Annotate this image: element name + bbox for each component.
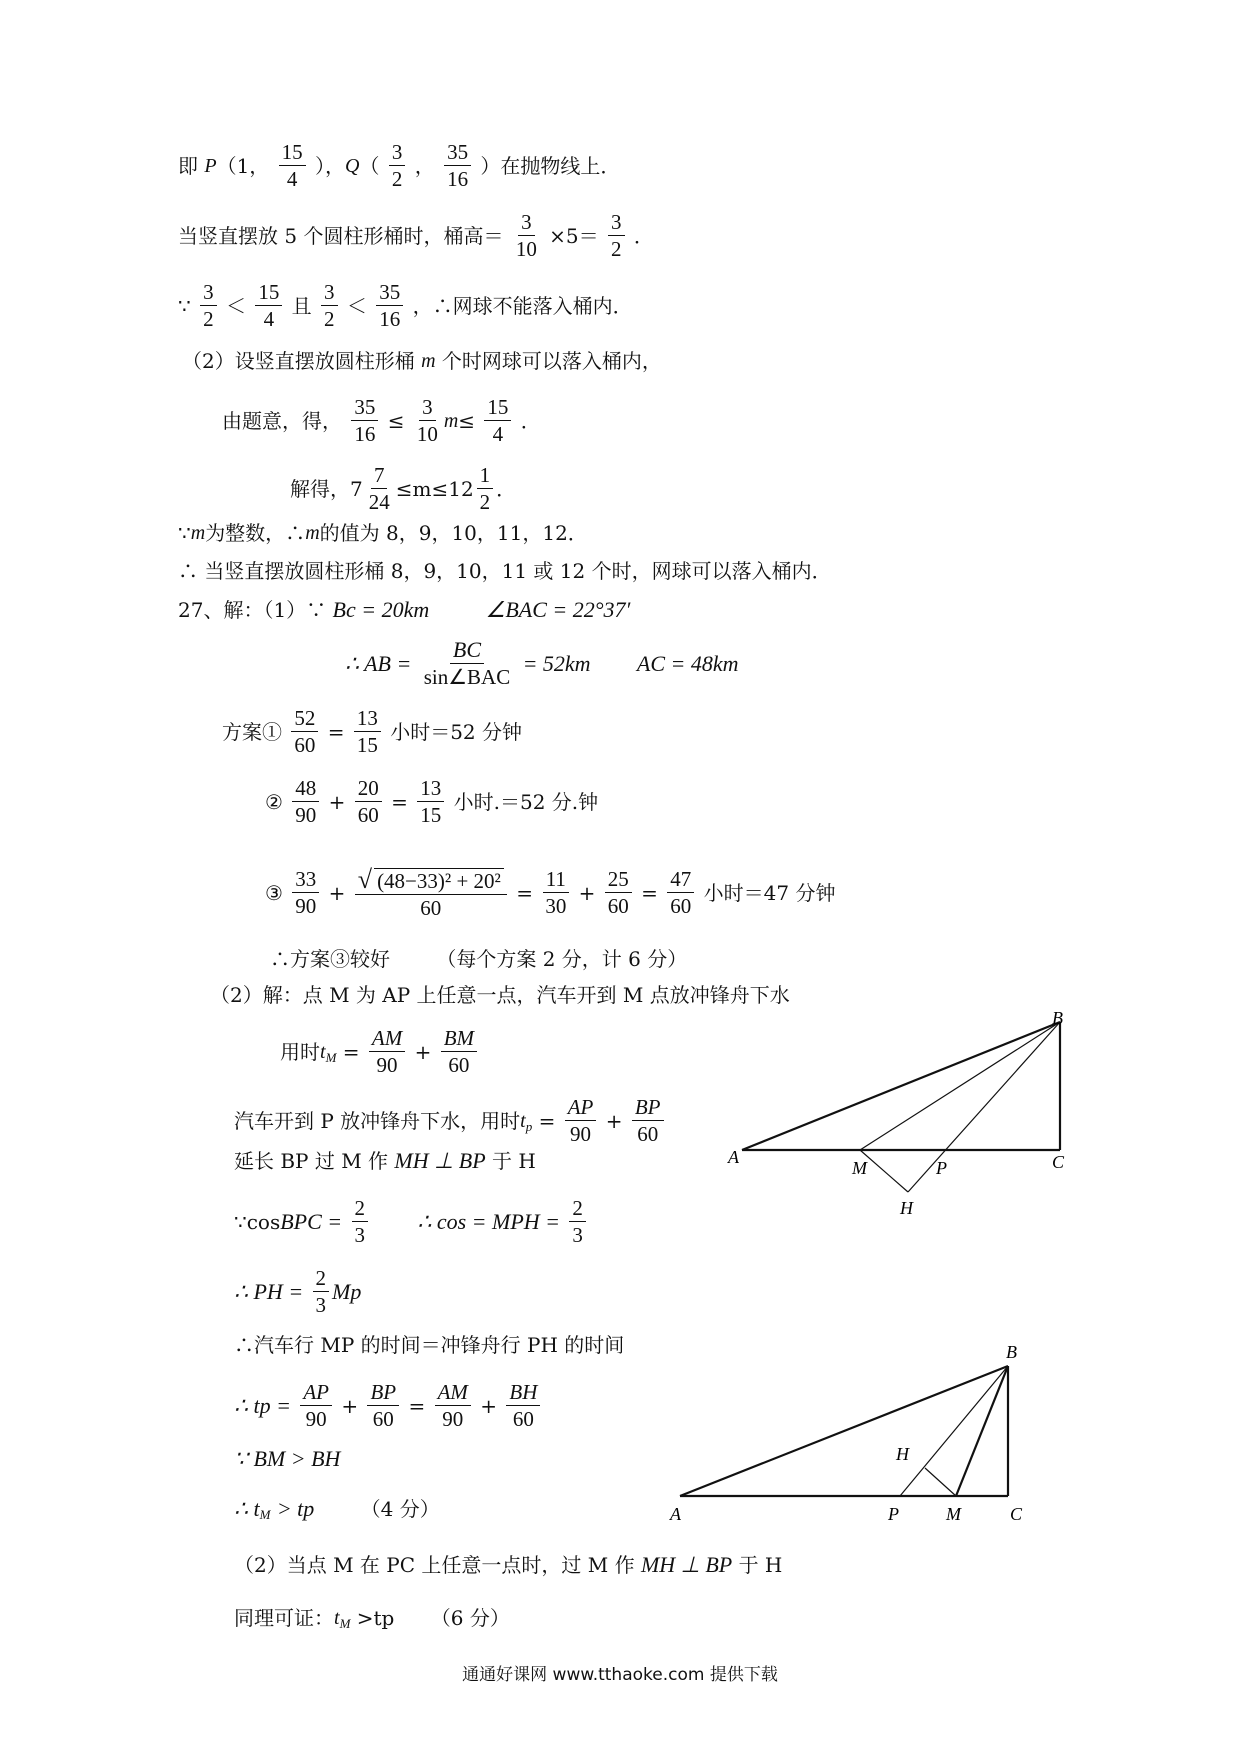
fraction: $\frac{35}{16}$ (444, 140, 471, 191)
fraction: $\frac{2}{3}$ (352, 1196, 369, 1247)
line-15: （2）解：点 M 为 AP 上任意一点，汽车开到 M 点放冲锋舟下水 (210, 982, 790, 1007)
fraction: $\frac{AM}{90}$ (369, 1026, 405, 1077)
fraction: $\frac{3}{2}$ (389, 140, 406, 191)
label-B: B (1052, 1008, 1063, 1028)
line-12: ② $\frac{48}{90}$ + $\frac{20}{60}$ = $\frac{13}{15}$ 小时.＝52 分.钟 (265, 776, 599, 827)
geometry-figure-2 (660, 1330, 1050, 1530)
line-23: ∵ BM > BH (234, 1445, 341, 1471)
fraction: $\frac{BP}{60}$ (367, 1380, 399, 1431)
segment-BM (956, 1366, 1008, 1496)
line-24: ∴ $t_M$ > tp （4 分） (234, 1495, 440, 1522)
label-P: P (936, 1158, 947, 1178)
fraction: $\frac{3}{2}$ (200, 280, 217, 331)
fraction: $\frac{1}{2}$ (477, 463, 494, 514)
fraction: $\frac{BC}{\text{sin∠BAC}}$ (423, 637, 511, 689)
fraction: $\frac{13}{15}$ (417, 776, 444, 827)
line-13: ③ $\frac{33}{90}$ + $\frac{\text{√ (48−33)² + 20²}}{60}$ = $\frac{11}{30}$ + $\frac{25}{60}$ = $\frac{47}{60}$ 小时＝47 分钟 (265, 865, 836, 920)
fraction: $\frac{52}{60}$ (291, 706, 318, 757)
sqrt-sign: √ (357, 865, 373, 895)
fraction: $\frac{35}{16}$ (376, 280, 403, 331)
fraction: $\frac{BH}{60}$ (506, 1380, 540, 1431)
fraction: $\frac{AP}{90}$ (565, 1095, 597, 1146)
fraction: $\frac{15}{4}$ (279, 140, 306, 191)
fraction: $\frac{15}{4}$ (484, 395, 511, 446)
fraction: $\frac{15}{4}$ (255, 280, 282, 331)
line-17: 汽车开到 P 放冲锋舟下水，用时$t_p$ = $\frac{AP}{90}$ + $\frac{BP}{60}$ (234, 1095, 667, 1146)
line-22: ∴ tp = $\frac{AP}{90}$ + $\frac{BP}{60}$ = $\frac{AM}{90}$ + $\frac{BH}{60}$ (234, 1380, 543, 1431)
segment-BP (900, 1366, 1008, 1496)
line-4: （2）设竖直摆放圆柱形桶 m 个时网球可以落入桶内， (182, 348, 662, 373)
line-3: ∵ $\frac{3}{2}$ ＜ $\frac{15}{4}$ 且 $\frac{3}{2}$ ＜ $\frac{35}{16}$ ，∴网球不能落入桶内． (178, 280, 633, 331)
line-20: ∴ PH = $\frac{2}{3}$ Mp (234, 1266, 362, 1317)
label-H: H (900, 1198, 913, 1218)
fraction: $\frac{3}{2}$ (321, 280, 338, 331)
fraction: $\frac{BM}{60}$ (441, 1026, 477, 1077)
line-2: 当竖直摆放 5 个圆柱形桶时，桶高＝ $\frac{3}{10}$ ×5＝ $\frac{3}{2}$ ． (178, 210, 654, 261)
line-7: ∵m为整数，∴m的值为 8，9，10，11，12． (178, 520, 588, 545)
fraction: $\frac{AP}{90}$ (300, 1380, 332, 1431)
fraction: $\frac{3}{10}$ (515, 210, 537, 261)
fraction: $\frac{7}{24}$ (368, 463, 390, 514)
fraction: $\frac{13}{15}$ (354, 706, 381, 757)
footer: 通通好课网 www.tthaoke.com 提供下载 (462, 1665, 778, 1685)
line-8: ∴ 当竖直摆放圆柱形桶 8，9，10，11 或 12 个时，网球可以落入桶内． (178, 558, 832, 583)
label-P: P (888, 1504, 899, 1524)
fraction: $\frac{47}{60}$ (667, 867, 694, 918)
segment-AB (680, 1366, 1008, 1496)
line-14: ∴方案③较好 （每个方案 2 分，计 6 分） (270, 946, 688, 971)
fraction: $\frac{33}{90}$ (292, 867, 319, 918)
fraction: $\frac{AM}{90}$ (435, 1380, 471, 1431)
label-A: A (728, 1147, 739, 1167)
fraction: $\frac{BP}{60}$ (632, 1095, 664, 1146)
label-M: M (852, 1158, 867, 1178)
line-19: ∵cosBPC = $\frac{2}{3}$ ∴ cos = MPH = $\frac{2}{3}$ (234, 1196, 589, 1247)
geometry-figure-1 (720, 1000, 1090, 1230)
segment-AB (742, 1022, 1060, 1150)
line-5: 由题意，得， $\frac{35}{16}$ ≤ $\frac{3}{10}$ m≤ $\frac{15}{4}$ ． (222, 395, 541, 446)
line-10: ∴ AB = $\frac{BC}{\text{sin∠BAC}}$ = 52km AC = 48km (345, 637, 739, 689)
label-A: A (670, 1504, 681, 1524)
line-9: 27、解：（1）∵ Bc = 20km ∠BAC = 22°37′ (178, 596, 631, 622)
segment-MH (860, 1150, 908, 1192)
label-C: C (1052, 1152, 1065, 1172)
line-25: （2）当点 M 在 PC 上任意一点时，过 M 作 MH ⊥ BP 于 H (234, 1551, 783, 1577)
line-6: 解得，7 $\frac{7}{24}$ ≤m≤12 $\frac{1}{2}$ ． (290, 463, 517, 514)
line-16: 用时$t_M$ = $\frac{AM}{90}$ + $\frac{BM}{60}$ (280, 1026, 480, 1077)
line-11: 方案① $\frac{52}{60}$ = $\frac{13}{15}$ 小时＝52 分钟 (222, 706, 523, 757)
line-21: ∴汽车行 MP 的时间＝冲锋舟行 PH 的时间 (234, 1332, 625, 1357)
fraction: $\frac{2}{3}$ (313, 1266, 330, 1317)
label-M: M (946, 1504, 961, 1524)
segment-BM (860, 1022, 1060, 1150)
label-C: C (1010, 1504, 1023, 1524)
fraction: $\frac{2}{3}$ (569, 1196, 586, 1247)
line-1: 即 P（1， $\frac{15}{4}$ ），Q（ $\frac{3}{2}$ ， $\frac{35}{16}$ ）在抛物线上． (178, 140, 621, 191)
fraction: $\frac{25}{60}$ (605, 867, 632, 918)
label-H: H (896, 1444, 909, 1464)
label-B: B (1006, 1342, 1017, 1362)
line-26: 同理可证：$t_M >tp$ （6 分） (234, 1605, 510, 1631)
fraction-sqrt: $\frac{\text{√ (48−33)² + 20²}}{60}$ (355, 866, 507, 920)
line-18: 延长 BP 过 M 作 MH ⊥ BP 于 H (234, 1147, 536, 1173)
fraction: $\frac{20}{60}$ (355, 776, 382, 827)
segment-MH (925, 1468, 956, 1496)
fraction: $\frac{3}{10}$ (416, 395, 438, 446)
fraction: $\frac{11}{30}$ (542, 867, 569, 918)
segment-BH (908, 1022, 1060, 1192)
fraction: $\frac{35}{16}$ (351, 395, 378, 446)
fraction: $\frac{3}{2}$ (608, 210, 625, 261)
fraction: $\frac{48}{90}$ (292, 776, 319, 827)
